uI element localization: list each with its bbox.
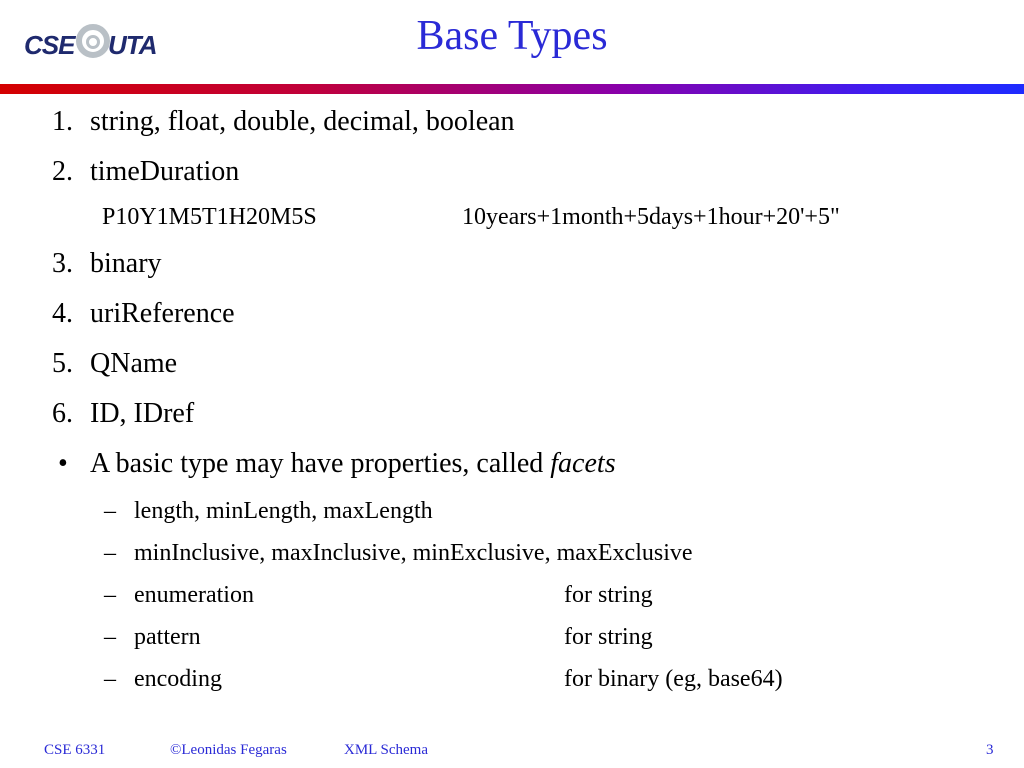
dash-icon: – xyxy=(104,540,116,566)
slide-title: Base Types xyxy=(416,13,608,59)
item-number: 5. xyxy=(52,348,73,379)
subitem-note: for string xyxy=(564,582,653,608)
item-number: 1. xyxy=(52,106,73,137)
item-text: uriReference xyxy=(90,298,235,329)
bullet-icon: • xyxy=(58,448,68,479)
item-number: 4. xyxy=(52,298,73,329)
item-text: ID, IDref xyxy=(90,398,195,429)
dash-icon: – xyxy=(104,498,116,524)
logo-uta-text: UTA xyxy=(108,30,157,60)
dash-icon: – xyxy=(104,624,116,650)
footer-topic: XML Schema xyxy=(344,742,429,758)
dash-icon: – xyxy=(104,666,116,692)
footer-page-number: 3 xyxy=(986,742,994,758)
subitem-text: enumeration xyxy=(134,582,254,608)
item-text: QName xyxy=(90,348,178,379)
bullet-text-main: A basic type may have properties, called xyxy=(90,448,551,479)
duration-code: P10Y1M5T1H20M5S xyxy=(102,204,317,230)
item-text: binary xyxy=(90,248,162,279)
item-text: string, float, double, decimal, boolean xyxy=(90,106,515,137)
footer-author: ©Leonidas Fegaras xyxy=(170,742,287,758)
duration-meaning: 10years+1month+5days+1hour+20'+5" xyxy=(462,204,840,230)
footer-course: CSE 6331 xyxy=(44,742,106,758)
item-number: 6. xyxy=(52,398,73,429)
subitem-text: length, minLength, maxLength xyxy=(134,498,433,524)
bullet-text xyxy=(90,448,616,480)
logo-cse-text: CSE xyxy=(24,30,75,60)
subitem-text: encoding xyxy=(134,666,222,692)
item-number: 3. xyxy=(52,248,73,279)
subitem-text: minInclusive, maxInclusive, minExclusive, maxExclusive xyxy=(134,540,693,566)
subitem-note: for binary (eg, base64) xyxy=(564,666,783,692)
dash-icon: – xyxy=(104,582,116,608)
subitem-note: for string xyxy=(564,624,653,650)
subitem-text: pattern xyxy=(134,624,201,650)
item-text: timeDuration xyxy=(90,156,240,187)
item-number: 2. xyxy=(52,156,73,187)
bullet-emphasis: facets xyxy=(550,448,616,479)
